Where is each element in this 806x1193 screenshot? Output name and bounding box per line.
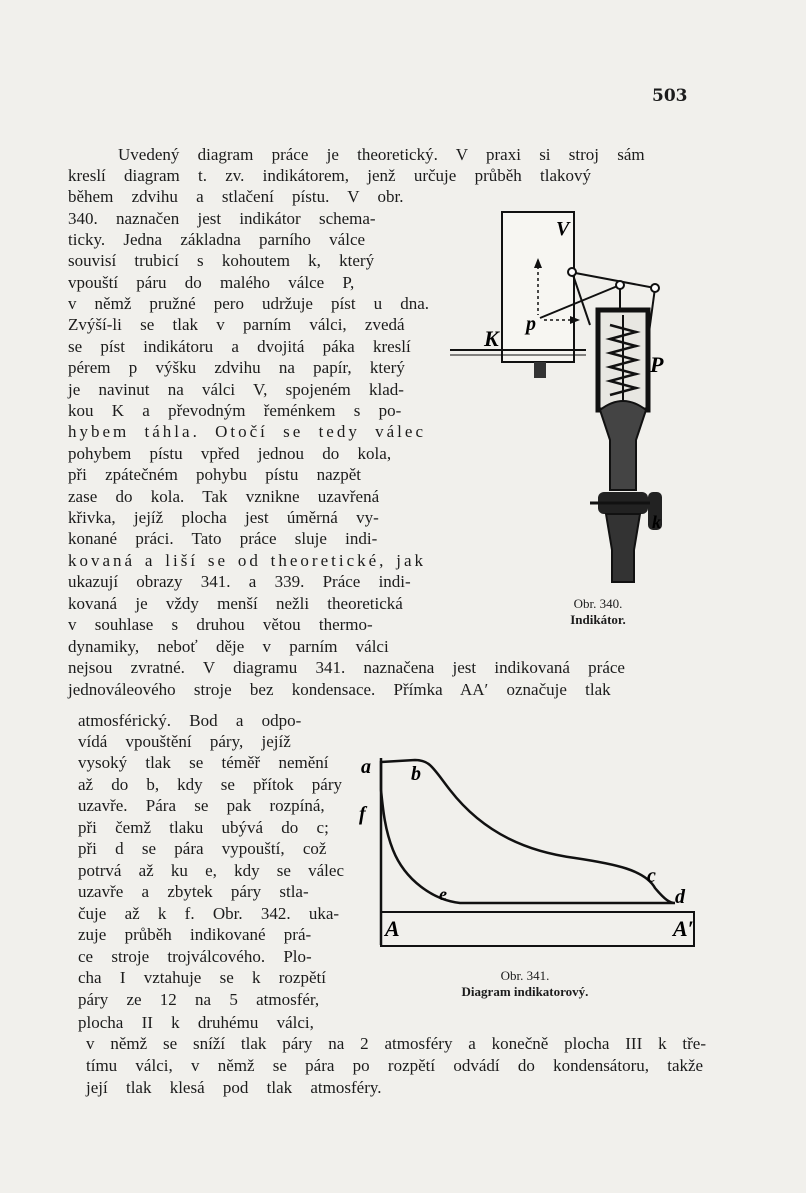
text-line: plocha II k druhému válci, bbox=[78, 1013, 314, 1032]
label-k-pulley: K bbox=[484, 326, 499, 351]
text-line: potrvá až ku e, kdy se válec bbox=[78, 861, 344, 880]
figure-341-caption bbox=[430, 968, 620, 1000]
text-line: ticky. Jedna základna parního válce bbox=[68, 230, 366, 249]
text-line: se píst indikátoru a dvojitá páka kreslí bbox=[68, 337, 411, 356]
text-line: zase do kola. Tak vznikne uzavřená bbox=[68, 487, 380, 506]
figure-340-title: Indikátor. bbox=[570, 612, 626, 627]
atmospheric-line-box bbox=[381, 912, 694, 946]
text-line: při čemž tlaku ubývá do c; bbox=[78, 818, 329, 837]
page-number: 503 bbox=[652, 86, 688, 106]
text-line: vysoký tlak se téměř nemění bbox=[78, 753, 329, 772]
text-line: během zdvihu a stlačení pístu. V obr. bbox=[68, 187, 404, 206]
point-b: b bbox=[411, 763, 421, 785]
drum-base bbox=[534, 362, 546, 378]
label-v: V bbox=[556, 218, 570, 240]
text-line: pérem p výšku zdvihu na papír, který bbox=[68, 358, 405, 377]
pivot-1 bbox=[568, 268, 576, 276]
point-a: a bbox=[361, 756, 371, 778]
figure-340-caption bbox=[548, 596, 648, 628]
text-line: nejsou zvratné. V diagramu 341. naznačena jest indikovaná práce bbox=[68, 658, 625, 677]
text-line: hybem táhla. Otočí se tedy válec bbox=[68, 422, 426, 441]
text-line: až do b, kdy se přítok páry bbox=[78, 775, 342, 794]
pivot-3 bbox=[651, 284, 659, 292]
text-line: Uvedený diagram práce je theoretický. V praxi si stroj sám bbox=[118, 145, 645, 164]
figure-340-number: Obr. 340. bbox=[573, 596, 623, 611]
text-line: ce stroje trojválcového. Plo- bbox=[78, 947, 312, 966]
label-k-cock: k bbox=[652, 512, 661, 532]
point-d: d bbox=[675, 886, 685, 908]
text-line: kou K a převodným řeménkem s po- bbox=[68, 401, 402, 420]
text-line: kreslí diagram t. zv. indikátorem, jenž určuje průběh tlakový bbox=[68, 166, 592, 185]
label-p-pen: p bbox=[526, 313, 536, 335]
text-line: v němž pružné pero udržuje píst u dna. bbox=[68, 294, 429, 313]
figure-341-number: Obr. 341. bbox=[500, 968, 550, 983]
figure-341-title: Diagram indikatorový. bbox=[461, 984, 589, 999]
text-line: kovaná je vždy menší nežli theoretická bbox=[68, 594, 403, 613]
text-line: vídá vpouštění páry, jejíž bbox=[78, 732, 291, 751]
indicator-diagram bbox=[355, 740, 710, 955]
valve-body bbox=[600, 401, 646, 490]
indicator-figure bbox=[440, 200, 680, 590]
text-line: konané práci. Tato práce sluje indi- bbox=[68, 529, 378, 548]
text-line: cha I vztahuje se k rozpětí bbox=[78, 968, 326, 987]
text-line: dynamiky, neboť děje v parním válci bbox=[68, 637, 389, 656]
text-line: pohybem pístu vpřed jednou do kola, bbox=[68, 444, 392, 463]
text-line: tímu válci, v němž se pára po rozpětí odvádí do kondensátoru, takže bbox=[86, 1056, 704, 1075]
text-line: při zpátečném pohybu pístu nazpět bbox=[68, 465, 361, 484]
lever-2 bbox=[570, 272, 655, 288]
text-line: ukazují obrazy 341. a 339. Práce indi- bbox=[68, 572, 411, 591]
text-line: při d se pára vypouští, což bbox=[78, 839, 327, 858]
text-line: vpouští páru do malého válce P, bbox=[68, 273, 355, 292]
text-line: souvisí trubicí s kohoutem k, který bbox=[68, 251, 375, 270]
text-line: v němž se sníží tlak páry na 2 atmosféry a konečně plocha III k tře- bbox=[86, 1034, 706, 1053]
text-line: zuje průběh indikované prá- bbox=[78, 925, 312, 944]
text-line: křivka, jejíž plocha jest úměrná vy- bbox=[68, 508, 379, 527]
pivot-2 bbox=[616, 281, 624, 289]
text-line: čuje až k f. Obr. 342. uka- bbox=[78, 904, 340, 923]
text-line: je navinut na válci V, spojeném klad- bbox=[68, 380, 404, 399]
point-e: e bbox=[439, 884, 447, 904]
label-a-right: A′ bbox=[673, 916, 694, 941]
text-line: páry ze 12 na 5 atmosfér, bbox=[78, 990, 320, 1009]
text-line: uzavře. Pára se pak rozpíná, bbox=[78, 796, 325, 815]
text-line: Zvýší-li se tlak v parním válci, zvedá bbox=[68, 315, 405, 334]
point-f: f bbox=[359, 803, 366, 825]
text-line: její tlak klesá pod tlak atmosféry. bbox=[86, 1078, 382, 1097]
label-a-left: A bbox=[385, 916, 400, 941]
text-line: jednováleového stroje bez kondensace. Přímka AA′ označuje tlak bbox=[68, 680, 611, 699]
text-line: atmosférický. Bod a odpo- bbox=[78, 711, 302, 730]
text-line: v souhlase s druhou větou thermo- bbox=[68, 615, 373, 634]
indicator-curve bbox=[381, 760, 675, 903]
point-c: c bbox=[647, 865, 656, 887]
text-line: uzavře a zbytek páry stla- bbox=[78, 882, 309, 901]
connection-pipe bbox=[606, 514, 640, 582]
text-line: kovaná a liší se od theoretické, jak bbox=[68, 551, 426, 570]
label-p-cylinder: P bbox=[650, 352, 664, 377]
text-line: 340. naznačen jest indikátor schema- bbox=[68, 209, 376, 228]
